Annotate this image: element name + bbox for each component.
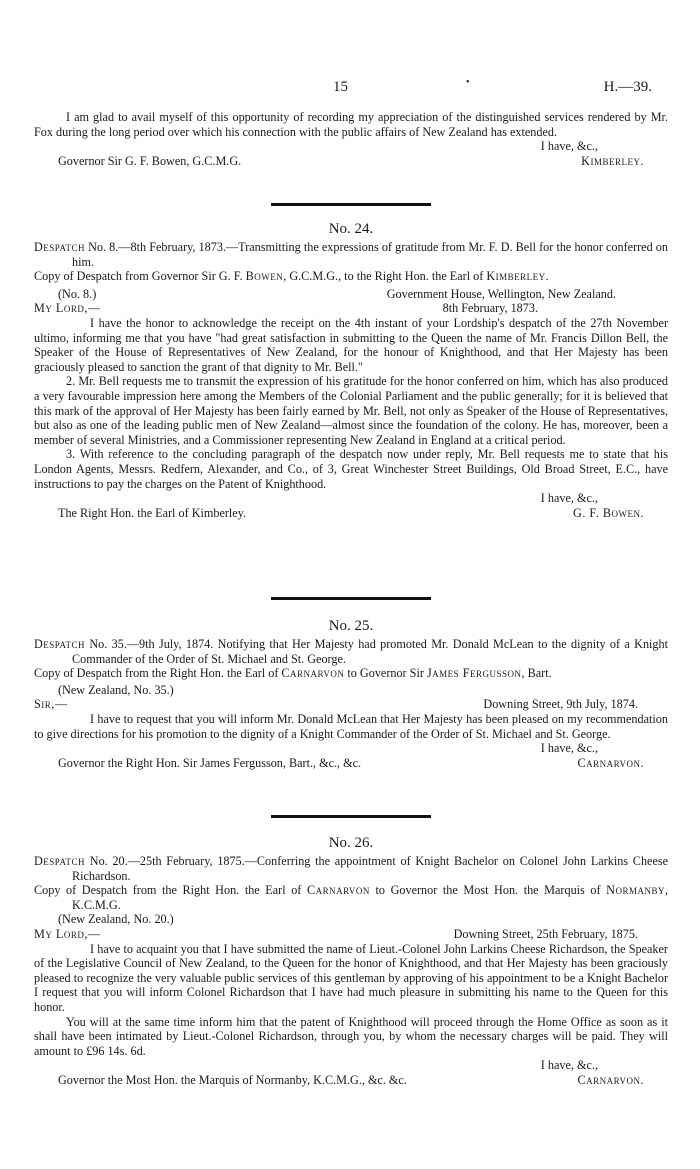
despatch-24-place: Government House, Wellington, New Zealand. (386, 286, 616, 301)
page-number: 15 (333, 79, 348, 95)
despatch-24-salutation: My Lord,— (34, 301, 101, 316)
despatch-24-ref-row (34, 287, 668, 302)
despatch-25-ref-no: (New Zealand, No. 35.) (58, 682, 174, 697)
despatch-26-addressee: Governor the Most Hon. the Marquis of Normanby, K.C.M.G., &c. &c. (58, 1072, 407, 1087)
despatch-26-summary: Despatch No. 20.—25th February, 1875.—Conferring the appointment of Knight Bachelor on Colonel John Larkins Cheese Richardson. (34, 854, 669, 883)
despatch-26-para-1: I have to acquaint you that I have submitted the name of Lieut.-Colonel John Larkins Cheese Richardson, the Speaker of the Legislative Council of New Zealand, to the Queen for the honor of Knighthood, and that Her Majesty has been graciously pleased to recognize the very valuable public services of this gentleman by approving of his appointment to be a Knight Bachelor I request that you will inform Colonel Richardson that I have had much pleasure in submitting his name to the Queen for this honor. (34, 941, 668, 1014)
despatch-25-addressee: Governor the Right Hon. Sir James Fergusson, Bart., &c., &c. (58, 755, 362, 770)
despatch-26 (34, 834, 668, 1088)
despatch-26-sign-row (34, 1073, 668, 1088)
despatch-24-date: 8th February, 1873. (442, 301, 538, 316)
despatch-24-copy-line: Copy of Despatch from Governor Sir G. F. Bowen, G.C.M.G., to the Right Hon. the Earl of Kimberley. (34, 269, 549, 284)
despatch-25-salutation-row (34, 697, 668, 712)
despatch-label: Despatch (34, 854, 85, 868)
divider-2 (34, 597, 668, 600)
despatch-26-date: Downing Street, 25th February, 1875. (453, 926, 638, 941)
despatch-25 (34, 617, 668, 770)
despatch-26-salutation-row (34, 927, 668, 942)
despatch-24-para-2: 2. Mr. Bell requests me to transmit the expression of his gratitude for the honor conferred on him, which has also produced a very favourable impression here among the Members of the Colonial Parliament and the public generally; for it is believed that this mark of the approval of Her Majesty has been fairly earned by Mr. Bell, not only as Speaker of the House of Representatives, but also as one of the leading public men of New Zealand—almost since the foundation of the colony. He has, moreover, been a member of several Ministries, and a Commissioner representing New Zealand in England at a critical period. (34, 374, 668, 447)
despatch-25-summary: Despatch No. 35.—9th July, 1874. Notifying that Her Majesty had promoted Mr. Donald McLean to the dignity of a Knight Commander of the Order of St. Michael and St. George. (34, 637, 668, 666)
despatch-26-title: No. 26. (328, 835, 374, 851)
despatch-25-copy-line: Copy of Despatch from the Right Hon. the Earl of Carnarvon to Governor Sir James Fergusson, Bart. (34, 666, 552, 681)
despatch-26-salutation: My Lord,— (34, 926, 101, 941)
divider-1 (34, 203, 668, 206)
despatch-25-para-1: I have to request that you will inform Mr. Donald McLean that Her Majesty has been pleased on my recommendation to give directions for his promotion to the dignity of a Knight Commander of the Order of St. Michael and St. George. (34, 711, 668, 741)
intro-paragraph: I am glad to avail myself of this opportunity of recording my appreciation of the distinguished services rendered by Mr. Fox during the long period over which his connection with the public affairs of New Zealand has extended. (34, 110, 668, 139)
intro-sign-row (34, 154, 668, 169)
header-dot: • (466, 77, 470, 88)
despatch-25-date: Downing Street, 9th July, 1874. (483, 697, 638, 712)
intro-addressee: Governor Sir G. F. Bowen, G.C.M.G. (58, 153, 242, 168)
despatch-24 (34, 220, 668, 520)
despatch-25-sign-row (34, 756, 668, 771)
despatch-24-para-1: I have the honor to acknowledge the receipt on the 4th instant of your Lordship's despatch of the 27th November ultimo, informing me that you have "had great satisfaction in submitting to the Queen the name of Mr. Francis Dillon Bell, the Speaker of the House of Representatives of New Zealand, for the honour of Knighthood, and that Her Majesty has been graciously pleased to sanction the grant of that dignity to Mr. Bell." (34, 315, 668, 374)
despatch-label: Despatch (34, 637, 85, 651)
despatch-24-addressee: The Right Hon. the Earl of Kimberley. (58, 505, 247, 520)
despatch-label: Despatch (34, 240, 85, 254)
despatch-24-closing: I have, &c., (540, 491, 598, 506)
despatch-26-signature: Carnarvon. (577, 1072, 644, 1087)
intro-section (34, 110, 668, 168)
document-reference: H.—39. (603, 79, 652, 95)
despatch-24-summary: Despatch No. 8.—8th February, 1873.—Transmitting the expressions of gratitude from Mr. F. D. Bell for the honor conferred on him. (34, 240, 668, 269)
despatch-26-para-2: You will at the same time inform him that the patent of Knighthood will proceed through the Home Office as soon as it shall have been intimated by Lieut.-Colonel Richardson, through you, by whom the necessary charges will be paid. They will amount to £96 14s. 6d. (34, 1014, 668, 1058)
despatch-25-title: No. 25. (328, 618, 374, 634)
divider-3 (34, 815, 668, 818)
despatch-26-copy-line: Copy of Despatch from the Right Hon. the Earl of Carnarvon to Governor the Most Hon. the Marquis of Normanby, K.C.M.G. (34, 883, 669, 912)
despatch-24-signature: G. F. Bowen. (573, 505, 644, 520)
intro-signature: Kimberley. (581, 153, 644, 168)
despatch-24-title: No. 24. (328, 221, 374, 237)
despatch-25-signature: Carnarvon. (577, 755, 644, 770)
despatch-24-salutation-row (34, 301, 668, 316)
despatch-24-sign-row (34, 506, 668, 521)
despatch-24-para-3: 3. With reference to the concluding paragraph of the despatch now under reply, Mr. Bell requests me to state that his London Agents, Messrs. Redfern, Alexander, and Co., of 3, Great Winchester Street Buildings, Old Broad Street, E.C., have instructions to pay the charges on the Patent of Knighthood. (34, 447, 668, 491)
despatch-25-closing: I have, &c., (540, 741, 598, 756)
despatch-26-closing: I have, &c., (540, 1058, 598, 1073)
page-header (0, 77, 700, 100)
despatch-24-ref-no: (No. 8.) (58, 286, 97, 301)
despatch-26-ref-no: (New Zealand, No. 20.) (58, 912, 174, 927)
despatch-25-salutation: Sir,— (34, 697, 68, 712)
intro-closing: I have, &c., (540, 139, 598, 154)
